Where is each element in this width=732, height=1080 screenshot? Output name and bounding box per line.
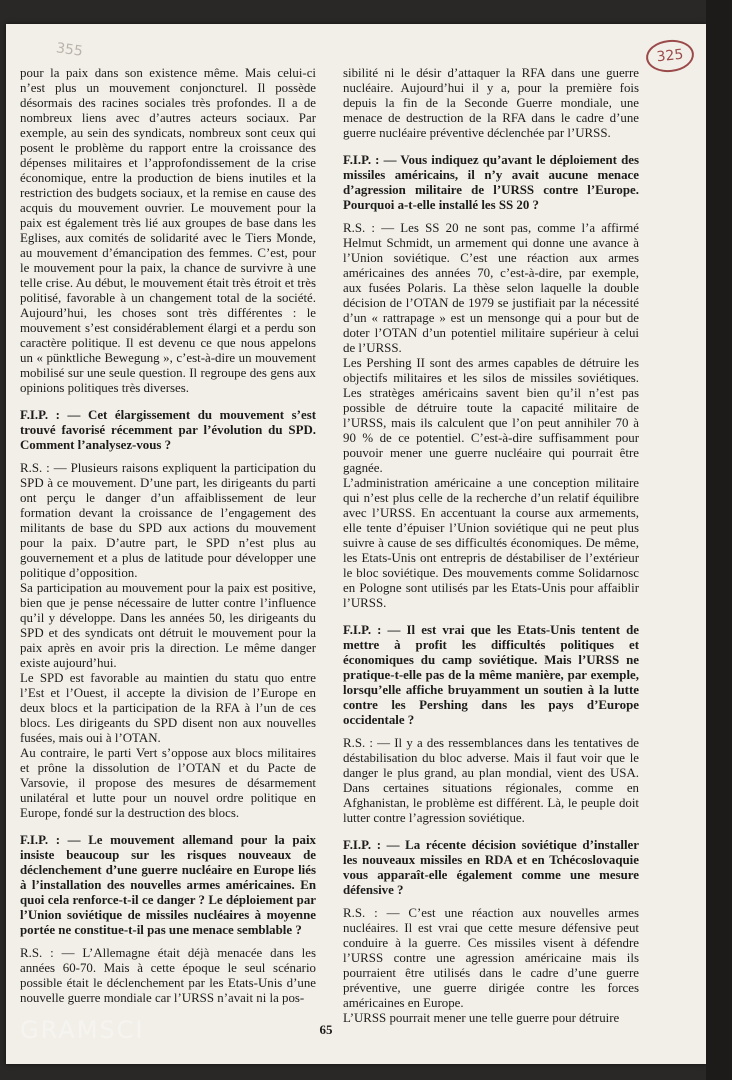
- interview-answer: R.S. : — Il y a des ressemblances dans les tentatives de déstabilisation du bloc adverse. Mais il faut voir que le danger le plus grand, au plan mondial, vient des USA. Dans certaines situations régionales, comme en Afghanistan, le problème est différent. Là, le peuple doit lutter contre l’agression soviétique.: [343, 736, 639, 825]
- paragraph: Les Pershing II sont des armes capables de détruire les objectifs militaires et les silos de missiles soviétiques. Les stratèges américains savent bien qu’il n’est pas possible de détruire toute la capacité militaire de l’URSS, mais ils calculent que l’on peut annihiler 70 à 90 % de ce potentiel. C’est-à-dire suffisamment pour pouvoir mener une guerre nucléaire qui pourrait être gagnée.: [343, 356, 639, 475]
- interview-question: F.I.P. : — La récente décision soviétique d’installer les nouveaux missiles en RDA et en Tchécoslovaquie vous apparaît-elle également comme une mesure défensive ?: [343, 838, 639, 897]
- interview-answer: R.S. : — C’est une réaction aux nouvelles armes nucléaires. Il est vrai que cette mesure défensive peut conduire à la guerre. Ces missiles visent à défendre l’URSS contre une agression américaine mais ils pourraient être utilisés dans le cadre d’une guerre préventive, une guerre dirigée contre les forces américaines en Europe.: [343, 906, 639, 1010]
- paragraph: L’URSS pourrait mener une telle guerre pour détruire: [343, 1011, 620, 1025]
- interview-answer: R.S. : — Plusieurs raisons expliquent la participation du SPD à ce mouvement. D’une part, les dirigeants du parti ont perçu le danger d’un affaiblissement de leur formation devant la croissance de l’engagement des militants de base du SPD aux actions du mouvement pour la paix. D’autre part, le SPD n’est plus au gouvernement et a plus de latitude pour développer une politique d’opposition.: [20, 461, 316, 580]
- interview-question: F.I.P. : — Cet élargissement du mouvement s’est trouvé favorisé récemment par l’évolution du SPD. Comment l’analysez-vous ?: [20, 408, 316, 452]
- interview-question: F.I.P. : — Vous indiquez qu’avant le déploiement des missiles américains, il n’y avait aucune menace d’agression militaire de l’URSS contre l’Europe. Pourquoi a-t-elle installé les SS 20 ?: [343, 153, 639, 212]
- interview-answer: R.S. : — Les SS 20 ne sont pas, comme l’a affirmé Helmut Schmidt, un armement qui donne une avance à l’Union soviétique. C’est une réaction aux armes américaines des années 70, c’est-à-dire, par exemple, aux fusées Polaris. La thèse selon laquelle la double décision de l’OTAN de 1979 se justifiait par la nécessité d’un « rattrapage » est un mensonge qui a pour but de doter l’OTAN d’un potentiel militaire supérieur à celui de l’URSS.: [343, 221, 639, 355]
- paragraph: sibilité ni le désir d’attaquer la RFA dans une guerre nucléaire. Aujourd’hui il y a, pour la première fois depuis la fin de la Seconde Guerre mondiale, une menace de destruction de la RFA dans le cadre d’une guerre nucléaire préventive déclenchée par l’URSS.: [343, 66, 639, 140]
- interview-question: F.I.P. : — Le mouvement allemand pour la paix insiste beaucoup sur les risques nouveaux de déclenchement d’une guerre nucléaire en Europe liés à l’installation des nouvelles armes américaines. En quoi cela renforce-t-il ce danger ? Le déploiement par l’Union soviétique de missiles nucléaires à moyenne portée ne constitue-t-il pas une menace semblable ?: [20, 833, 316, 937]
- paragraph: pour la paix dans son existence même. Mais celui-ci n’est plus un mouvement conjoncturel. Il possède désormais des racines sociales très profondes. Il a de nombreux liens avec d’autres acteurs sociaux. Par exemple, au sein des syndicats, nombreux sont ceux qui posent le problème du rapport entre la croissance des dépenses militaires et l’approfondissement de la crise économique, entre la production de biens inutiles et la restriction des budgets sociaux, et la remise en cause des acquis du mouvement ouvrier. Le mouvement pour la paix est également très lié aux groupes de base dans les Eglises, aux comités de solidarité avec le Tiers Monde, au mouvement d’émancipation des femmes. C’est, pour le mouvement pour la paix, la chance de survivre à une telle crise. Au début, le mouvement était très étroit et très politisé, favorable à un changement total de la société. Aujourd’hui, les choses sont très différentes : le mouvement s’est considérablement élargi et a perdu son caractère politique. Il est devenu ce que nous appelons un « pünktliche Bewegung », c’est-à-dire un mouvement mobilisé sur une seule question. Il regroupe des gens aux opinions politiques très diverses.: [20, 66, 316, 395]
- archive-stamp: 325: [644, 38, 695, 75]
- left-column: [20, 66, 316, 1006]
- page-number: 65: [319, 1022, 333, 1037]
- paragraph: L’administration américaine a une conception militaire qui n’est plus celle de la recherche d’un relatif équilibre avec l’URSS. En accentuant la course aux armements, elle tente d’épuiser l’Union soviétique qui ne peut plus suivre à cause de ses difficultés économiques. De même, les Etats-Unis ont entrepris de déstabiliser de l’extérieur le bloc soviétique. Des mouvements comme Solidarnosc en Pologne sont utilisés par les Etats-Unis pour affaiblir l’URSS.: [343, 476, 639, 610]
- paragraph: Le SPD est favorable au maintien du statu quo entre l’Est et l’Ouest, il accepte la division de l’Europe en deux blocs et la participation de la RFA à l’un de ces blocs. Les dirigeants du SPD disent non aux nouvelles fusées, mais oui à l’OTAN.: [20, 671, 316, 745]
- archive-watermark: GRAMSCI: [20, 1016, 145, 1044]
- pencil-annotation: 355: [55, 40, 84, 60]
- magazine-page: [6, 24, 706, 1064]
- paragraph: Au contraire, le parti Vert s’oppose aux blocs militaires et prône la dissolution de l’OTAN et du Pacte de Varsovie, il propose des mesures de désarmement unilatéral et lutte pour un nouvel ordre politique en Europe, fondé sur la destruction des blocs.: [20, 746, 316, 820]
- paragraph: Sa participation au mouvement pour la paix est positive, bien que je pense nécessaire de lutter contre l’influence qu’il y développe. Dans les années 50, les dirigeants du SPD et des syndicats ont détruit le mouvement pour la paix après en avoir pris la direction. Le même danger existe aujourd’hui.: [20, 581, 316, 670]
- scan-edge: [706, 0, 732, 1080]
- interview-question: F.I.P. : — Il est vrai que les Etats-Unis tentent de mettre à profit les difficultés politiques et économiques du camp soviétique. Mais l’URSS ne pratique-t-elle pas de la même manière, par exemple, lorsqu’elle affiche bruyamment un soutien à la lutte contre les Pershing dans les pays d’Europe occidentale ?: [343, 623, 639, 727]
- interview-answer: R.S. : — L’Allemagne était déjà menacée dans les années 60-70. Mais à cette époque le seul scénario possible était le déclenchement par les Etats-Unis d’une nouvelle guerre mondiale car l’URSS n’avait ni la pos-: [20, 946, 316, 1005]
- right-column: [343, 66, 639, 1026]
